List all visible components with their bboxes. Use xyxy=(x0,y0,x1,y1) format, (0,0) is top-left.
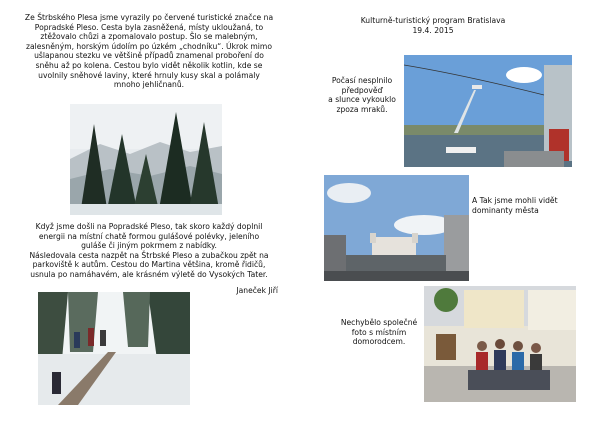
photo-bratislava-castle xyxy=(324,175,469,281)
photo-group-town-square xyxy=(424,286,576,402)
left-paragraph-return: Když jsme došli na Popradské Pleso, tak skoro každý doplnil energii na místní chatě formou gulášové polévky, jeleního guláše či jiným pokrmem z nabídky. Následovala cesta nazpět na Štrbské Pleso a zubačkou zpět na parkoviště k autům. Cestou do Martina většina, kromě řidičů, usnula po namáhavém, ale krásném výletě do Vysokých Tater. xyxy=(29,222,269,279)
photo-snowy-bridge-hikers xyxy=(38,292,190,405)
caption-weather: Počasí nesplnilo předpověď a slunce vykouklo zpoza mraků. xyxy=(328,76,396,114)
caption-group-photo: Nechybělo společné foto s místním domorodcem. xyxy=(340,318,418,347)
author-signature: Janeček Jiří xyxy=(236,286,278,295)
photo-danube-bridge xyxy=(404,55,572,167)
caption-landmarks: A Tak jsme mohli vidět dominanty města xyxy=(472,196,558,215)
photo-snowy-forest xyxy=(70,104,222,215)
program-title: Kulturně-turistický program Bratislava 19.4. 2015 xyxy=(360,16,506,35)
left-paragraph-intro: Ze Štrbského Plesa jsme vyrazily po červené turistické značce na Popradské Pleso. Cesta byla zasněžená, místy ukloužaná, to ztěžovalo chůzi a zpomalovalo postup. Šlo se malebným, zalesněným, horským údolím po úzkém „chodníku“. Úkrok mimo ušlapanou stezku ve většině případů znamenal proboření do sněhu až po kolena. Cestou bylo vidět několik kotlin, kde se uvolnily sněhové laviny, které hrnuly kusy skal a polámaly mnoho jehličnanů. xyxy=(24,13,274,90)
